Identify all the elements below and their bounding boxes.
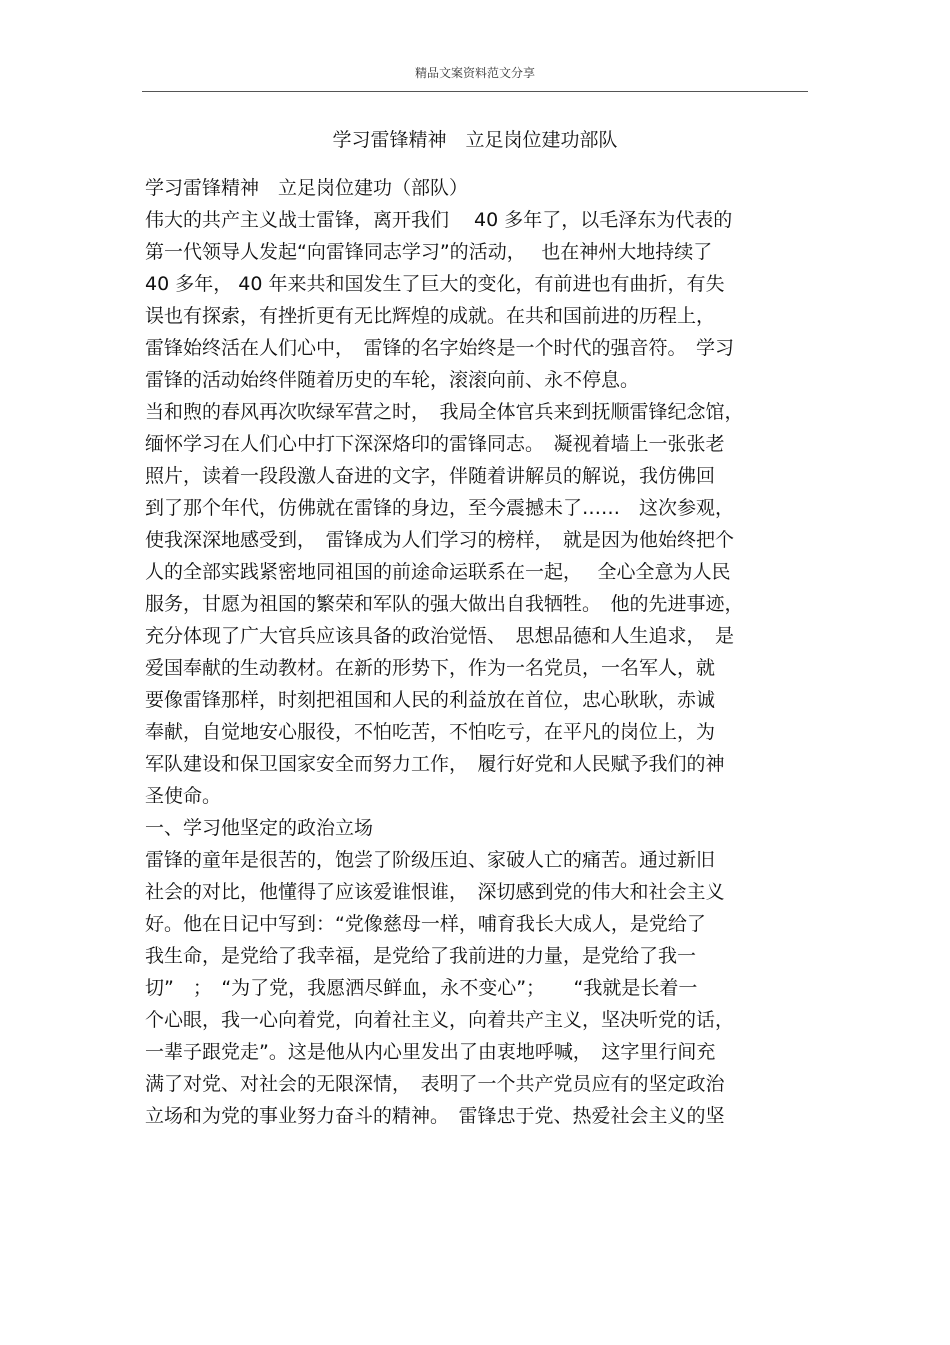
page-header: 精品文案资料范文分享 — [414, 66, 535, 80]
body-line: 充分体现了广大官兵应该具备的政治觉悟、 思想品德和人生追求， 是 — [145, 625, 735, 647]
body-line: 雷锋始终活在人们心中， 雷锋的名字始终是一个时代的强音符。 学习 — [145, 337, 735, 359]
body-line: 切” ； “为了党，我愿洒尽鲜血，永不变心”； “我就是长着一 — [145, 977, 698, 999]
body-line: 伟大的共产主义战士雷锋，离开我们 40 多年了，以毛泽东为代表的 — [145, 209, 733, 231]
document-body — [145, 172, 805, 1132]
body-line: 使我深深地感受到， 雷锋成为人们学习的榜样， 就是因为他始终把个 — [145, 529, 735, 551]
body-line: 当和煦的春风再次吹绿军营之时， 我局全体官兵来到抚顺雷锋纪念馆， — [145, 401, 744, 423]
body-line: 要像雷锋那样，时刻把祖国和人民的利益放在首位，忠心耿耿，赤诚 — [145, 689, 716, 711]
body-line: 奉献，自觉地安心服役，不怕吃苦，不怕吃亏，在平凡的岗位上，为 — [145, 721, 716, 743]
body-line: 立场和为党的事业努力奋斗的精神。 雷锋忠于党、热爱社会主义的坚 — [145, 1105, 725, 1127]
header-divider — [142, 91, 808, 92]
body-line: 圣使命。 — [145, 785, 222, 807]
body-line: 好。他在日记中写到：“党像慈母一样，哺育我长大成人，是党给了 — [145, 913, 706, 935]
body-line: 一辈子跟党走”。这是他从内心里发出了由衷地呼喊， 这字里行间充 — [145, 1041, 716, 1063]
document-title: 学习雷锋精神 立足岗位建功部队 — [332, 129, 618, 151]
body-line: 到了那个年代，仿佛就在雷锋的身边，至今震撼未了…… 这次参观， — [145, 497, 735, 519]
body-line: 社会的对比，他懂得了应该爱谁恨谁， 深切感到党的伟大和社会主义 — [145, 881, 725, 903]
body-line: 军队建设和保卫国家安全而努力工作， 履行好党和人民赋予我们的神 — [145, 753, 725, 775]
body-line: 照片，读着一段段激人奋进的文字，伴随着讲解员的解说，我仿佛回 — [145, 465, 716, 487]
body-line: 服务，甘愿为祖国的繁荣和军队的强大做出自我牺牲。 他的先进事迹， — [145, 593, 744, 615]
section-heading: 一、学习他坚定的政治立场 — [145, 817, 374, 839]
body-line: 第一代领导人发起“向雷锋同志学习”的活动， 也在神州大地持续了 — [145, 241, 713, 263]
body-line: 误也有探索，有挫折更有无比辉煌的成就。在共和国前进的历程上， — [145, 305, 716, 327]
body-line: 缅怀学习在人们心中打下深深烙印的雷锋同志。 凝视着墙上一张张老 — [145, 433, 725, 455]
body-line: 满了对党、对社会的无限深情， 表明了一个共产党员应有的坚定政治 — [145, 1073, 725, 1095]
body-line: 学习雷锋精神 立足岗位建功（部队） — [145, 177, 469, 199]
body-line: 个心眼，我一心向着党，向着社主义，向着共产主义，坚决听党的话， — [145, 1009, 735, 1031]
body-line: 雷锋的活动始终伴随着历史的车轮，滚滚向前、永不停息。 — [145, 369, 640, 391]
body-line: 我生命，是党给了我幸福，是党给了我前进的力量，是党给了我一 — [145, 945, 697, 967]
body-line: 40 多年， 40 年来共和国发生了巨大的变化，有前进也有曲折，有失 — [145, 273, 725, 295]
body-line: 人的全部实践紧密地同祖国的前途命运联系在一起， 全心全意为人民 — [145, 561, 731, 583]
body-line: 雷锋的童年是很苦的，饱尝了阶级压迫、家破人亡的痛苦。通过新旧 — [145, 849, 716, 871]
body-line: 爱国奉献的生动教材。在新的形势下，作为一名党员，一名军人，就 — [145, 657, 716, 679]
